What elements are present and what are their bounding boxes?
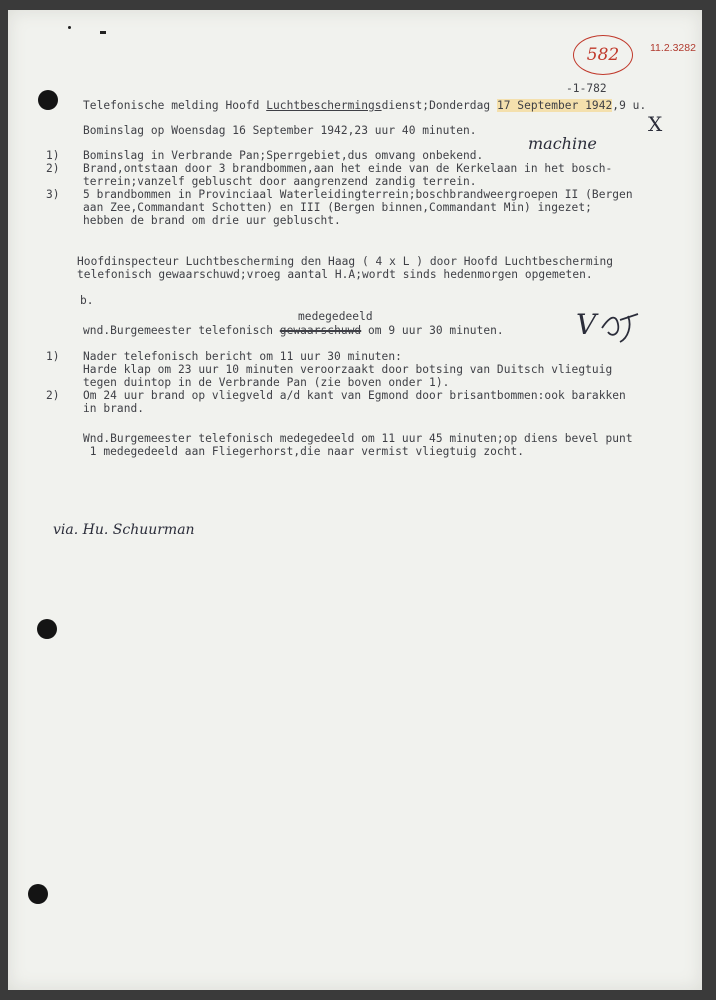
section-b-label: b. (80, 294, 94, 307)
ink-mark (100, 31, 106, 34)
item-3-line-1: 5 brandbommen in Provinciaal Waterleidingterrein;boschbrandweergroepen II (Bergen (83, 188, 633, 201)
initials-scribble (598, 308, 648, 344)
item-1-line: Bominslag in Verbrande Pan;Sperrgebiet,dus omvang onbekend. (83, 149, 484, 162)
mayor-prefix: wnd.Burgemeester telefonisch (83, 324, 280, 337)
item-3-line-3: hebben de brand om drie uur gebluscht. (83, 214, 341, 227)
document-page (8, 10, 702, 990)
page-reference: -1-782 (566, 82, 607, 95)
later-5-line: in brand. (83, 402, 145, 415)
handwritten-machine: machine (528, 134, 597, 153)
mayor-suffix: om 9 uur 30 minuten. (361, 324, 504, 337)
punch-hole-middle (37, 619, 57, 639)
archive-reference: 11.2.3282 (650, 42, 696, 54)
punch-hole-top (38, 90, 58, 110)
mayor2-line-2: 1 medegedeeld aan Fliegerhorst,die naar vermist vliegtuig zocht. (83, 445, 525, 458)
later-4-num: 2) (46, 389, 60, 402)
later-1-num: 1) (46, 350, 60, 363)
later-2-line: Harde klap om 23 uur 10 minuten veroorzaakt door botsing van Duitsch vliegtuig (83, 363, 613, 376)
ink-mark (68, 26, 71, 29)
handwritten-footer-note: via. Hu. Schuurman (53, 522, 195, 538)
punch-hole-bottom (28, 884, 48, 904)
item-3-num: 3) (46, 188, 60, 201)
later-1-line: Nader telefonisch bericht om 11 uur 30 minuten: (83, 350, 402, 363)
header-line-1 (83, 99, 646, 112)
red-stamp: 582 (573, 35, 633, 75)
later-3-line: tegen duintop in de Verbrande Pan (zie boven onder 1). (83, 376, 450, 389)
header-suffix: ,9 u. (612, 99, 647, 112)
mayor-line (83, 324, 504, 337)
handwritten-initials: V (576, 308, 597, 341)
item-1-num: 1) (46, 149, 60, 162)
later-4-line: Om 24 uur brand op vliegveld a/d kant van Egmond door brisantbommen:ook barakken (83, 389, 626, 402)
item-2-num: 2) (46, 162, 60, 175)
header-line-2: Bominslag op Woensdag 16 September 1942,23 uur 40 minuten. (83, 124, 477, 137)
header-date: 17 September 1942 (496, 99, 613, 112)
mayor2-line-1: Wnd.Burgemeester telefonisch medegedeeld om 11 uur 45 minuten;op diens bevel punt (83, 432, 633, 445)
header-mid: dienst;Donderdag (381, 99, 497, 112)
header-underlined: Luchtbeschermings (266, 99, 382, 112)
inspector-line-1: Hoofdinspecteur Luchtbescherming den Haag ( 4 x L ) door Hoofd Luchtbescherming (77, 255, 614, 268)
header-prefix: Telefonische melding Hoofd (83, 99, 267, 112)
item-2-line-2: terrein;vanzelf gebluscht door aangrenzend zandig terrein. (83, 175, 477, 188)
inserted-word: medegedeeld (298, 310, 373, 323)
handwritten-cross: X (648, 112, 663, 136)
struck-word: gewaarschuwd (279, 324, 362, 337)
inspector-line-2: telefonisch gewaarschuwd;vroeg aantal H.A;wordt sinds hedenmorgen opgemeten. (77, 268, 593, 281)
item-3-line-2: aan Zee,Commandant Schotten) en III (Bergen binnen,Commandant Min) ingezet; (83, 201, 592, 214)
item-2-line-1: Brand,ontstaan door 3 brandbommen,aan het einde van de Kerkelaan in het bosch- (83, 162, 613, 175)
